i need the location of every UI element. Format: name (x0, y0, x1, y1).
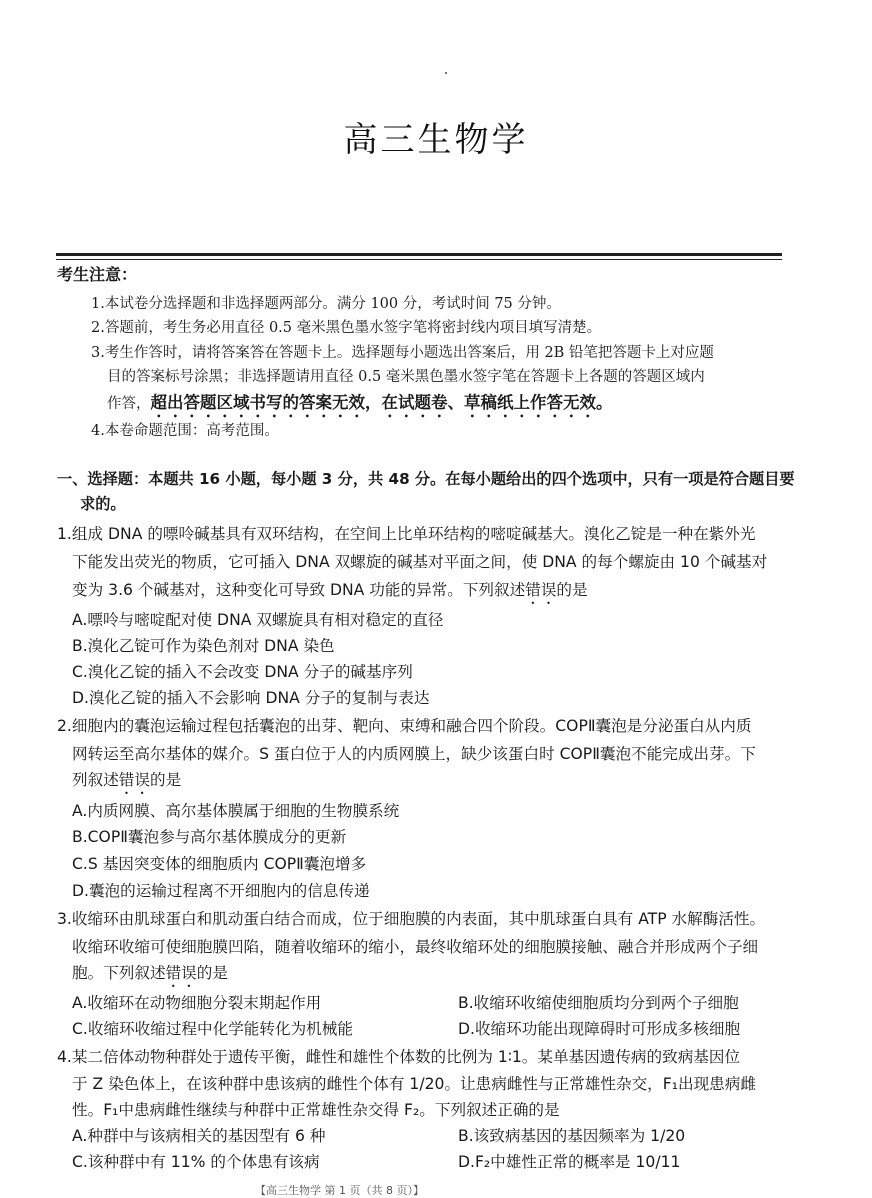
question-2-option-d: D.囊泡的运输过程离不开细胞内的信息传递 (72, 882, 370, 900)
question-3-line-1: 3.收缩环由肌球蛋白和肌动蛋白结合而成，位于细胞膜的内表面，其中肌球蛋白具有 ATP 水解酶活性。 (57, 910, 766, 928)
question-3-option-c: C.收缩环收缩过程中化学能转化为机械能 (72, 1020, 353, 1038)
question-3-stem-end: 胞。下列叙述 (72, 964, 166, 982)
divider-thin (56, 259, 782, 260)
question-2-emphasis: 错误 (118, 771, 150, 789)
question-1-option-a: A.嘌呤与嘧啶配对使 DNA 双螺旋具有相对稳定的直径 (72, 611, 444, 629)
question-1-stem-suffix: 的是 (556, 581, 588, 599)
notice-item-3-cont: 目的答案标号涂黑；非选择题请用直径 0.5 毫米黑色墨水签字笔在答题卡上各题的答题区域内 (107, 369, 705, 385)
question-4-option-d: D.F₂中雄性正常的概率是 10/11 (458, 1153, 681, 1171)
question-1-emphasis: 错误 (525, 581, 557, 599)
question-2-option-b: B.COPⅡ囊泡参与高尔基体膜成分的更新 (72, 828, 347, 846)
question-1-line-3 (72, 578, 588, 608)
question-4-line-3: 性。F₁中患病雌性继续与种群中正常雄性杂交得 F₂。下列叙述正确的是 (72, 1101, 560, 1119)
question-4-line-2: 于 Z 染色体上，在该种群中患该病的雌性个体有 1/20。让患病雌性与正常雄性杂交，F₁出现患病雌 (72, 1075, 756, 1093)
notice-item-1: 1.本试卷分选择题和非选择题两部分。满分 100 分，考试时间 75 分钟。 (91, 296, 561, 312)
question-2-line-1: 2.细胞内的囊泡运输过程包括囊泡的出芽、靶向、束缚和融合四个阶段。COPⅡ囊泡是分泌蛋白从内质 (57, 717, 752, 735)
page-title: 高三生物学 (343, 120, 529, 160)
notice-warning-emphasis: 超出答题区域书写的答案无效，在试题卷、草稿纸上作答无效。 (150, 393, 613, 412)
notice-item-3: 3.考生作答时，请将答案答在答题卡上。选择题每小题选出答案后，用 2B 铅笔把答题卡上对应题 (91, 345, 714, 361)
question-3-stem-suffix: 的是 (196, 964, 228, 982)
question-3-line-3 (72, 961, 228, 991)
question-4-option-c: C.该种群中有 11% 的个体患有该病 (72, 1153, 320, 1171)
question-2-stem-suffix: 的是 (150, 771, 182, 789)
question-1-option-c: C.溴化乙锭的插入不会改变 DNA 分子的碱基序列 (72, 663, 413, 681)
question-3-option-b: B.收缩环收缩使细胞质均分到两个子细胞 (458, 994, 739, 1012)
question-4-option-b: B.该致病基因的基因频率为 1/20 (458, 1127, 686, 1145)
notice-item-3-tail-prefix: 作答， (107, 396, 151, 412)
question-4-line-1: 4.某二倍体动物种群处于遗传平衡，雌性和雄性个体数的比例为 1∶1。某单基因遗传病的致病基因位 (57, 1048, 741, 1066)
page-footer: 【高三生物学 第 1 页（共 8 页）】 (255, 1184, 424, 1197)
question-2-option-c: C.S 基因突变体的细胞质内 COPⅡ囊泡增多 (72, 855, 367, 873)
notice-item-2: 2.答题前，考生务必用直径 0.5 毫米黑色墨水签字笔将密封线内项目填写清楚。 (91, 320, 602, 336)
question-2-line-3 (72, 768, 181, 798)
scan-mark (445, 72, 447, 74)
notice-heading: 考生注意： (57, 265, 138, 284)
question-1-option-b: B.溴化乙锭可作为染色剂对 DNA 染色 (72, 637, 335, 655)
divider-thick (56, 253, 782, 256)
question-1-line-1: 1.组成 DNA 的嘌呤碱基具有双环结构，在空间上比单环结构的嘧啶碱基大。溴化乙锭是一种在紫外光 (57, 525, 756, 543)
notice-item-3-tail (107, 389, 613, 421)
question-3-option-d: D.收缩环功能出现障碍时可形成多核细胞 (458, 1020, 741, 1038)
question-1-option-d: D.溴化乙锭的插入不会影响 DNA 分子的复制与表达 (72, 689, 430, 707)
section-heading: 一、选择题：本题共 16 小题，每小题 3 分，共 48 分。在每小题给出的四个选项中，只有一项是符合题目要 (57, 470, 795, 488)
question-3-emphasis: 错误 (165, 964, 197, 982)
question-3-option-a: A.收缩环在动物细胞分裂末期起作用 (72, 994, 322, 1012)
question-2-line-2: 网转运至高尔基体的媒介。S 蛋白位于人的内质网膜上，缺少该蛋白时 COPⅡ囊泡不能完成出芽。下 (72, 745, 756, 763)
question-4-option-a: A.种群中与该病相关的基因型有 6 种 (72, 1127, 326, 1145)
question-1-stem-end: 变为 3.6 个碱基对，这种变化可导致 DNA 功能的异常。下列叙述 (72, 581, 526, 599)
notice-item-4: 4.本卷命题范围：高考范围。 (91, 423, 279, 439)
question-2-stem-end: 列叙述 (72, 771, 119, 789)
question-2-option-a: A.内质网膜、高尔基体膜属于细胞的生物膜系统 (72, 802, 400, 820)
question-1-line-2: 下能发出荧光的物质，它可插入 DNA 双螺旋的碱基对平面之间，使 DNA 的每个螺旋由 10 个碱基对 (72, 553, 768, 571)
section-heading-cont: 求的。 (80, 495, 126, 513)
question-3-line-2: 收缩环收缩可使细胞膜凹陷，随着收缩环的缩小，最终收缩环处的细胞膜接触、融合并形成两个子细 (72, 938, 759, 956)
